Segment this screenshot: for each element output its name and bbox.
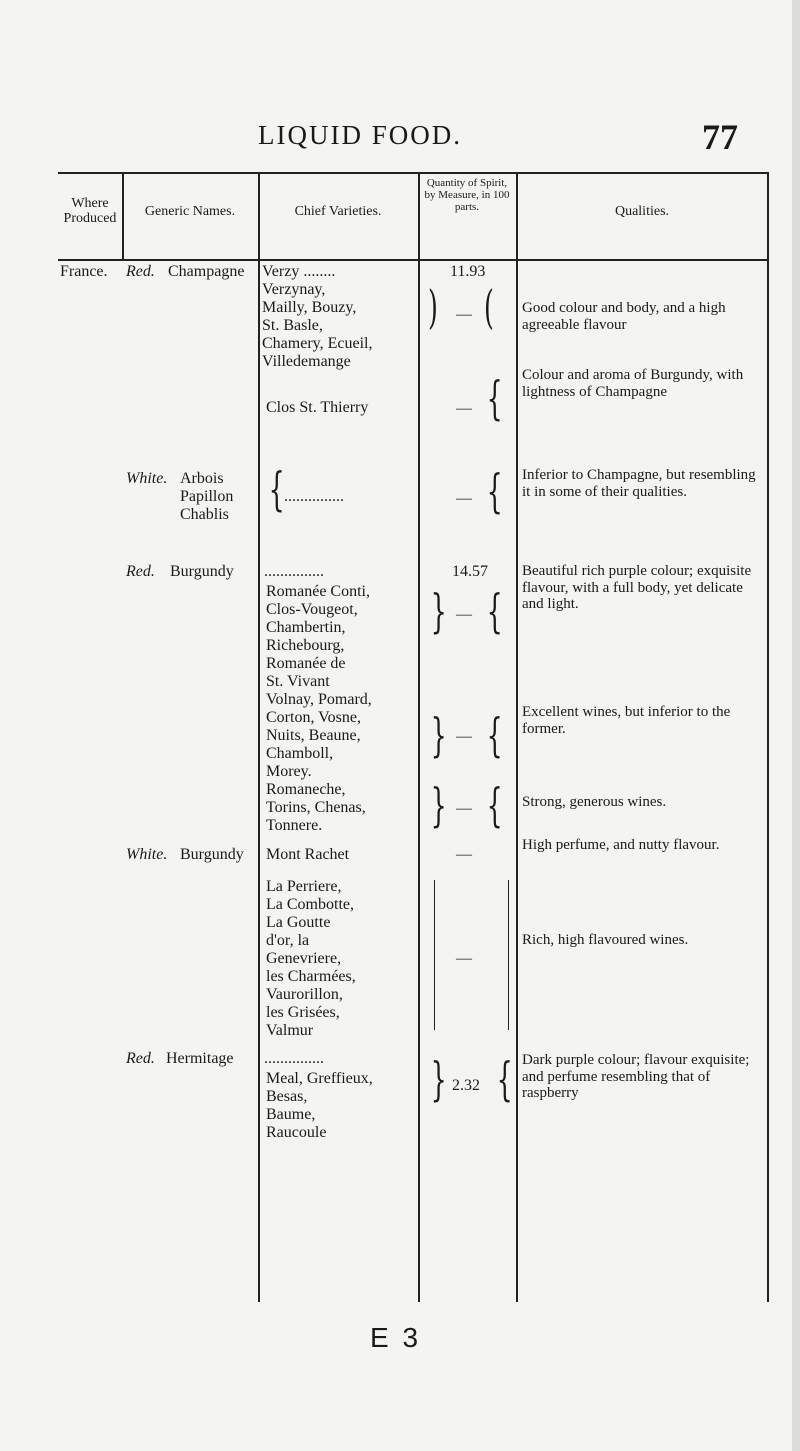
variety-line: Mailly, Bouzy,	[262, 299, 357, 316]
variety-line: Genevriere,	[266, 950, 342, 967]
generic-style-text: White.	[126, 470, 168, 487]
generic-style-text: Red.	[126, 1050, 155, 1067]
right-brace-mark: {	[486, 584, 503, 638]
variety-line: Clos-Vougeot,	[266, 601, 358, 618]
long-bracket-right	[508, 880, 509, 1030]
dash-mark: —	[456, 800, 472, 817]
variety-line: d'or, la	[266, 932, 310, 949]
right-brace-mark: {	[496, 1052, 513, 1106]
qualities-text: Colour and aroma of Burgundy, with lightness of Champagne	[522, 367, 744, 400]
qualities-text: Inferior to Champagne, but resembling it in some of their qualities.	[522, 467, 756, 500]
variety-line: Richebourg,	[266, 637, 345, 654]
dash-mark: —	[456, 950, 472, 967]
generic-style-text: White.	[126, 846, 168, 863]
left-brace-mark: {	[268, 462, 285, 516]
qualities-text: Good colour and body, and a high agreeable flavour	[522, 300, 726, 333]
page-edge	[792, 0, 800, 1451]
generic-style	[126, 563, 155, 581]
variety-line: ...............	[264, 1050, 324, 1067]
signature-mark: E 3	[370, 1322, 422, 1353]
variety-line: Chambertin,	[266, 619, 346, 636]
qualities-text: High perfume, and nutty flavour.	[522, 837, 720, 853]
qualities-text: Beautiful rich purple colour; exquisite flavour, with a full body, yet delicate and light.	[522, 563, 752, 612]
header-chief: Chief Varieties.	[294, 204, 382, 219]
generic-name: Champagne	[168, 263, 245, 280]
header-qualities: Qualities.	[614, 204, 670, 219]
left-brace-mark: )	[428, 280, 438, 334]
variety-line: St. Basle,	[262, 317, 323, 334]
header-where: Where Produced	[63, 196, 117, 226]
header-bottom-rule	[58, 259, 768, 261]
variety-line: Villedemange	[262, 353, 351, 370]
variety-line: Besas,	[266, 1088, 308, 1105]
generic-name: Hermitage	[166, 1050, 234, 1067]
variety-line: Verzy ........	[262, 263, 336, 280]
variety-line: La Goutte	[266, 914, 331, 931]
dash-mark: —	[456, 306, 472, 323]
variety-line: Baume,	[266, 1106, 316, 1123]
dash-mark: —	[456, 490, 472, 507]
variety-line: Nuits, Beaune,	[266, 727, 361, 744]
dash-mark: —	[456, 846, 472, 863]
page-number: 77	[702, 117, 738, 157]
table-top-rule	[58, 172, 768, 174]
variety-line: Mont Rachet	[266, 846, 350, 863]
dash-mark: —	[456, 606, 472, 623]
variety-line: La Perriere,	[266, 878, 342, 895]
generic-name: Burgundy	[170, 563, 234, 580]
right-brace-mark: (	[484, 280, 494, 334]
variety-line: Tonnere.	[266, 817, 323, 834]
generic-style-text: Red.	[126, 263, 155, 280]
qualities-text: Rich, high flavoured wines.	[522, 932, 689, 948]
variety-line: La Combotte,	[266, 896, 354, 913]
col-rule-right	[767, 172, 769, 1302]
dash-mark: —	[456, 728, 472, 745]
generic-name: Arbois	[180, 470, 224, 487]
header-generic: Generic Names.	[144, 204, 236, 219]
variety-line: Meal, Greffieux,	[266, 1070, 373, 1087]
right-brace-mark: {	[486, 778, 503, 832]
left-brace-mark: }	[430, 1052, 447, 1106]
variety-line: Corton, Vosne,	[266, 709, 361, 726]
dash-mark: —	[456, 400, 472, 417]
right-brace-mark: {	[486, 371, 503, 425]
long-bracket-left	[434, 880, 435, 1030]
quantity-value: 2.32	[452, 1077, 480, 1094]
right-brace-mark: {	[486, 708, 503, 762]
generic-style	[126, 263, 155, 281]
left-brace-mark: }	[430, 778, 447, 832]
variety-line: Valmur	[266, 1022, 314, 1039]
variety-line: Romanée de	[266, 655, 346, 672]
generic-style	[126, 1050, 155, 1068]
generic-style-text: Red.	[126, 563, 155, 580]
variety-line: Vaurorillon,	[266, 986, 343, 1003]
variety-line: les Grisées,	[266, 1004, 340, 1021]
variety-line: les Charmées,	[266, 968, 356, 985]
variety-line: ...............	[284, 488, 344, 505]
variety-line: Torins, Chenas,	[266, 799, 366, 816]
variety-line: Clos St. Thierry	[266, 399, 369, 416]
header-quantity: Quantity of Spirit, by Measure, in 100 parts.	[424, 177, 510, 213]
left-brace-mark: }	[430, 708, 447, 762]
variety-line: Romaneche,	[266, 781, 346, 798]
variety-line: ...............	[264, 563, 324, 580]
generic-style	[126, 470, 167, 488]
generic-name: Chablis	[180, 506, 229, 523]
variety-line: Volnay, Pomard,	[266, 691, 372, 708]
country-label: France.	[60, 263, 108, 280]
col-rule-4	[516, 172, 518, 1302]
quantity-value: 14.57	[452, 563, 488, 580]
variety-line: Morey.	[266, 763, 312, 780]
variety-line: Raucoule	[266, 1124, 327, 1141]
left-brace-mark: }	[430, 584, 447, 638]
variety-line: Chamboll,	[266, 745, 334, 762]
qualities-text: Dark purple colour; flavour exquisite; and perfume resembling that of raspberry	[522, 1052, 750, 1101]
generic-style	[126, 846, 167, 864]
right-brace-mark: {	[486, 464, 503, 518]
running-title: LIQUID FOOD.	[258, 120, 462, 150]
col-rule-3	[418, 172, 420, 1302]
variety-line: Chamery, Ecueil,	[262, 335, 373, 352]
variety-line: Verzynay,	[262, 281, 326, 298]
col-rule-2	[258, 172, 260, 1302]
qualities-text: Strong, generous wines.	[522, 794, 667, 810]
variety-line: Romanée Conti,	[266, 583, 370, 600]
quantity-value: 11.93	[450, 263, 486, 280]
qualities-text: Excellent wines, but inferior to the former.	[522, 704, 731, 737]
generic-name: Burgundy	[180, 846, 244, 863]
variety-line: St. Vivant	[266, 673, 330, 690]
generic-name: Papillon	[180, 488, 234, 505]
